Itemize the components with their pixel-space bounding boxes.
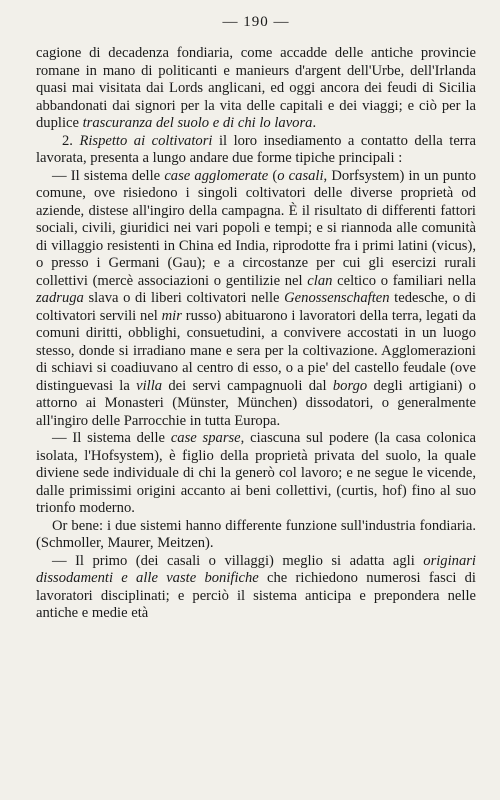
italic-text: originari dissodamenti e alle vaste bonifiche <box>36 552 476 586</box>
italic-text: case sparse <box>170 430 241 446</box>
italic-text: zadruga <box>36 290 84 306</box>
text-run: , Dorfsystem) in un punto comune, ove risiedono i singoli coltivatori delle diverse proprietà od aziende, distese all'ingiro della campagna. È il risultato di differenti fattori sociali, civili, giuridici nei vari popoli e tempi; e si riannoda alle comunità di villaggio resistenti in China ed India, riprodotte fra i primi latini (vicus), o presso i Germani (Gau); e a circostanze per cui gli esercizi rurali collettivi (mercè associazioni o gentilizie nel <box>36 167 476 289</box>
italic-text: trascuranza del suolo e di chi lo lavora <box>82 115 313 131</box>
paragraph <box>36 553 476 623</box>
text-run: il loro insediamento a contatto della terra lavorata, presenta a lungo andare due forme tipiche principali : <box>36 132 476 166</box>
italic-text: borgo <box>332 377 368 394</box>
text-run: Or bene: i due sistemi hanno differente funzione sull'industria fondiaria. (Schmoller, Maurer, Meitzen). <box>36 517 476 551</box>
text-run: — Il sistema delle <box>52 167 165 184</box>
paragraph <box>36 518 476 553</box>
italic-text: Genossenschaften <box>284 290 390 306</box>
italic-text: Rispetto ai coltivatori <box>79 132 213 149</box>
paragraph <box>36 430 476 518</box>
italic-text: clan <box>307 272 333 289</box>
text-run: — Il sistema delle <box>52 430 171 446</box>
paragraph <box>36 45 476 133</box>
text-run: che richiedono numerosi fasci di lavoratori disciplinati; e perciò il sistema anticipa e prepondera nelle antiche e medie età <box>36 570 476 621</box>
text-run: , ciascuna sul podere (la casa colonica isolata, l'Hofsystem), è figlio della proprietà privata del suolo, la quale diviene sede individuale di chi la generò col lavoro; e ne segue le vicende, dalle primissimi origini accanto ai beni collettivi, (curtis, hof) fino al suo trionfo moderno. <box>36 430 476 516</box>
text-run: ( <box>268 167 278 184</box>
body-text <box>36 45 476 623</box>
text-run: slava o di liberi coltivatori nelle <box>83 290 285 306</box>
text-run: tedesche, o di coltivatori servili nel <box>36 290 477 324</box>
text-run: 2. <box>62 132 80 149</box>
italic-text: o casali <box>277 167 324 184</box>
italic-text: villa <box>136 377 163 394</box>
text-run: celtico o familiari nella <box>332 272 476 289</box>
paragraph <box>36 133 476 168</box>
paragraph <box>36 168 476 431</box>
text-run: degli artigiani) o attorno ai Monasteri (Münster, München) dissodatori, o generalmente all'ingiro delle Parrocchie in tutta Europa. <box>36 377 476 429</box>
page-number: — 190 — <box>222 14 290 30</box>
italic-text: case agglomerate <box>164 167 269 184</box>
italic-text: mir <box>161 307 182 324</box>
text-run: russo) abituarono i lavoratori della terra, legati da comuni diritti, obblighi, consuetudini, a convivere accostati in un luogo stesso, donde si irradiano mane e sera per la coltivazione. Agglomerazioni di schiavi si coadiuvano al centro di esso, o a pie' del castello feudale (ove distinguevasi la <box>36 307 476 394</box>
text-run: dei servi campagnuoli dal <box>162 377 333 394</box>
text-run: cagione di decadenza fondiaria, come accadde delle antiche provincie romane in mano di politicanti e manieurs d'argent dell'Urbe, dell'Irlanda quasi mai visitata dai Lords anglicani, ed oggi ancora dei feudi di Sicilia abbandonati dai signori per la vita delle capitali e dei viaggi; e ciò per la duplice <box>36 45 476 131</box>
text-run: — Il primo (dei casali o villaggi) meglio si adatta agli <box>52 552 424 569</box>
text-run: . <box>312 115 317 131</box>
